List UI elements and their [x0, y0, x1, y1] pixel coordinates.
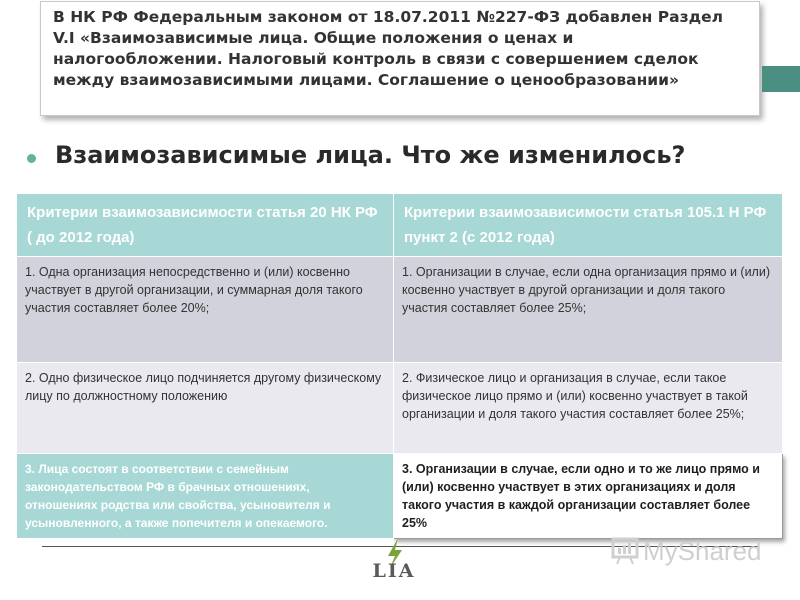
table-cell-new-2: 2. Физическое лицо и организация в случае, если такое физическое лицо прямо и (или) косвенно участвует в такой организации и доля такого участия составляет более 25%; [394, 363, 783, 454]
slide-subtitle: Взаимозависимые лица. Что же изменилось? [55, 141, 686, 169]
table-row [17, 454, 783, 539]
bullet-dot [27, 154, 36, 163]
header-new-criteria: Критерии взаимозависимости статья 105.1 Н РФ пункт 2 (с 2012 года) [394, 194, 783, 257]
table-cell-old-2: 2. Одно физическое лицо подчиняется другому физическому лицу по должностному положению [17, 363, 394, 454]
table-row [17, 257, 783, 363]
myshared-watermark: MyShared [643, 536, 762, 566]
myshared-logo-icon [610, 536, 640, 566]
table-cell-new-1: 1. Организации в случае, если одна организация прямо и (или) косвенно участвует в другой организации и доля такого участия составляет более 25%; [394, 257, 783, 363]
lia-logo-text: LIA [372, 560, 416, 582]
table-header-row [17, 194, 783, 257]
accent-bar [762, 66, 800, 92]
table-cell-old-3: 3. Лица состоят в соответствии с семейным законодательством РФ в брачных отношениях, отношениях родства или свойства, усыновителя и усыновленного, а также попечителя и опекаемого. [17, 454, 394, 539]
table-row [17, 363, 783, 454]
header-old-criteria: Критерии взаимозависимости статья 20 НК РФ ( до 2012 года) [17, 194, 394, 257]
table-cell-old-1: 1. Одна организация непосредственно и (или) косвенно участвует в другой организации, и суммарная доля такого участия составляет более 20%; [17, 257, 394, 363]
criteria-comparison-table [16, 193, 783, 539]
law-reference-text: В НК РФ Федеральным законом от 18.07.2011 №227-ФЗ добавлен Раздел V.I «Взаимозависимые лица. Общие положения о ценах и налогообложении. Налоговый контроль в связи с совершением сделок между взаимозависимыми лицами. Соглашение о ценообразовании» [53, 8, 723, 89]
table-cell-new-3: 3. Организации в случае, если одно и то же лицо прямо и (или) косвенно участвует в этих организациях и доля такого участия в каждой организации составляет более 25% [394, 454, 783, 539]
law-reference-box [40, 1, 760, 116]
